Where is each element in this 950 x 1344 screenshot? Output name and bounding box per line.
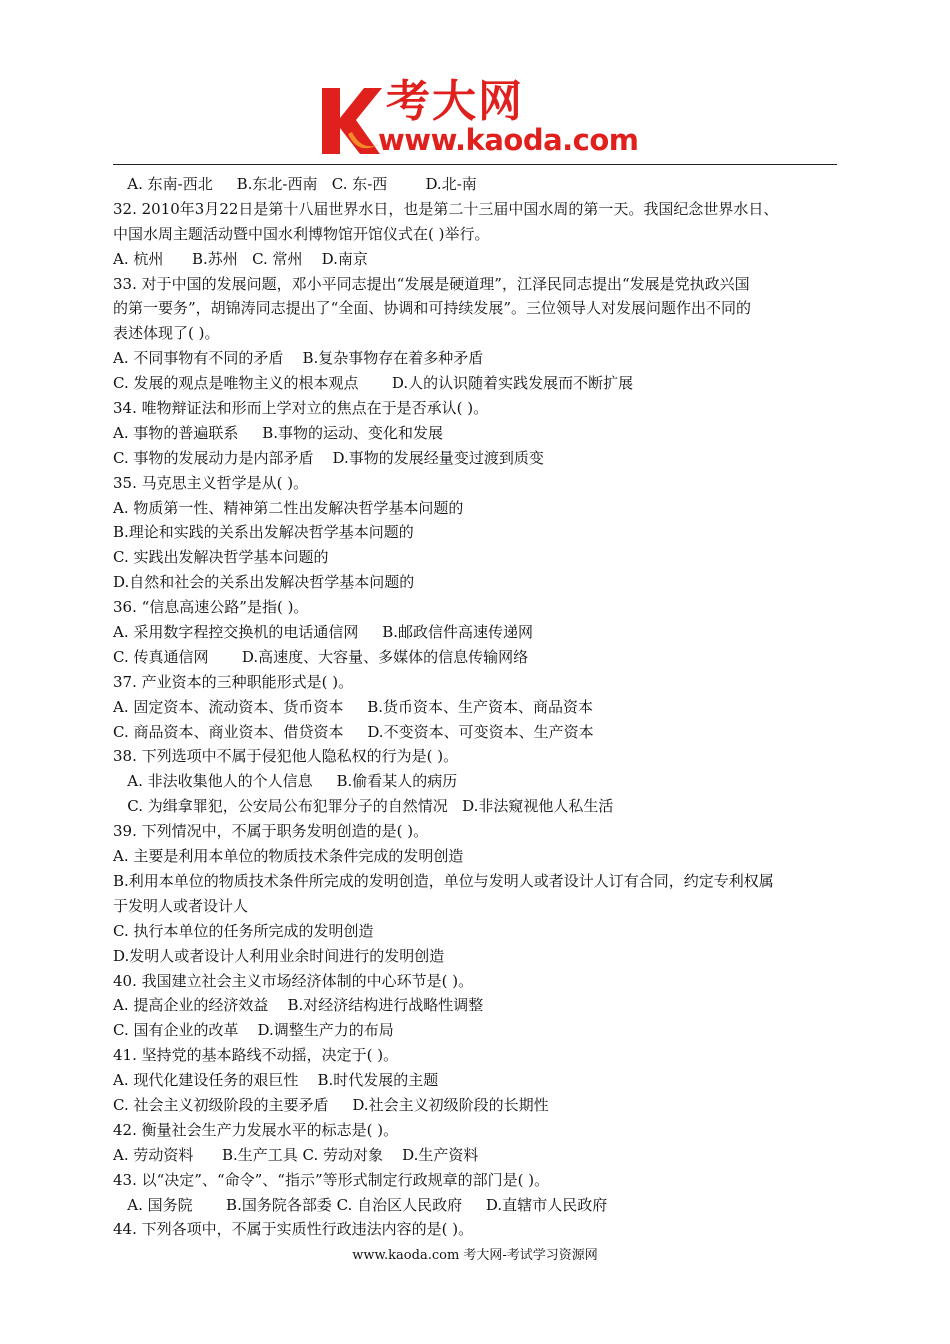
text-line: A. 现代化建设任务的艰巨性 B.时代发展的主题	[113, 1071, 439, 1090]
text-line: 43. 以“决定”、“命令”、“指示”等形式制定行政规章的部门是( )。	[113, 1170, 550, 1189]
text-line: 34. 唯物辩证法和形而上学对立的焦点在于是否承认( )。	[113, 399, 489, 418]
text-line: 35. 马克思主义哲学是从( )。	[113, 473, 309, 492]
text-line: 42. 衡量社会生产力发展水平的标志是( )。	[113, 1120, 399, 1139]
document-body	[113, 172, 853, 1242]
text-line: A. 劳动资料 B.生产工具 C. 劳动对象 D.生产资料	[113, 1145, 479, 1164]
header-divider	[113, 164, 837, 165]
text-line: 40. 我国建立社会主义市场经济体制的中心环节是( )。	[113, 971, 474, 990]
text-line: 的第一要务”，胡锦涛同志提出了“全面、协调和可持续发展”。三位领导人对发展问题作出不同的	[113, 299, 752, 318]
text-line: 39. 下列情况中，不属于职务发明创造的是( )。	[113, 822, 429, 841]
text-line: C. 为缉拿罪犯，公安局公布犯罪分子的自然情况 D.非法窥视他人私生活	[113, 797, 614, 816]
text-line: C. 发展的观点是唯物主义的根本观点 D.人的认识随着实践发展而不断扩展	[113, 374, 634, 393]
logo-chinese-text: 考大网	[386, 76, 524, 127]
text-line: A. 不同事物有不同的矛盾 B.复杂事物存在着多种矛盾	[113, 349, 484, 368]
text-line: A. 东南-西北 B.东北-西南 C. 东-西 D.北-南	[113, 175, 477, 193]
text-line: C. 商品资本、商业资本、借贷资本 D.不变资本、可变资本、生产资本	[113, 722, 594, 741]
k-logo-icon	[318, 82, 384, 158]
text-line: 44. 下列各项中，不属于实质性行政违法内容的是( )。	[113, 1220, 474, 1239]
text-line: A. 采用数字程控交换机的电话通信网 B.邮政信件高速传递网	[113, 623, 534, 642]
text-line: A. 事物的普遍联系 B.事物的运动、变化和发展	[113, 423, 444, 442]
text-line: C. 国有企业的改革 D.调整生产力的布局	[113, 1021, 394, 1040]
text-line: 36. “信息高速公路”是指( )。	[113, 598, 309, 617]
text-line: C. 事物的发展动力是内部矛盾 D.事物的发展经量变过渡到质变	[113, 448, 544, 467]
text-line: A. 固定资本、流动资本、货币资本 B.货币资本、生产资本、商品资本	[113, 697, 594, 716]
text-line: C. 实践出发解决哲学基本问题的	[113, 548, 329, 567]
text-line: D.自然和社会的关系出发解决哲学基本问题的	[113, 573, 415, 592]
text-line: 38. 下列选项中不属于侵犯他人隐私权的行为是( )。	[113, 747, 459, 766]
logo-url-text: www.kaoda.com	[378, 123, 639, 157]
text-line: C. 社会主义初级阶段的主要矛盾 D.社会主义初级阶段的长期性	[113, 1095, 549, 1114]
text-line: 41. 坚持党的基本路线不动摇，决定于( )。	[113, 1046, 399, 1065]
text-line: B.利用本单位的物质技术条件所完成的发明创造，单位与发明人或者设计人订有合同，约定专利权属	[113, 871, 774, 890]
text-line: A. 国务院 B.国务院各部委 C. 自治区人民政府 D.直辖市人民政府	[113, 1195, 608, 1214]
text-line: 33. 对于中国的发展问题，邓小平同志提出“发展是硬道理”，江泽民同志提出“发展是党执政兴国	[113, 274, 750, 293]
text-line: A. 物质第一性、精神第二性出发解决哲学基本问题的	[113, 498, 464, 517]
text-line: 于发明人或者设计人	[113, 896, 249, 915]
text-line: A. 非法收集他人的个人信息 B.偷看某人的病历	[113, 772, 458, 791]
page-footer: www.kaoda.com 考大网-考试学习资源网	[352, 1248, 598, 1263]
text-line: C. 执行本单位的任务所完成的发明创造	[113, 921, 374, 940]
text-line: B.理论和实践的关系出发解决哲学基本问题的	[113, 523, 414, 542]
text-line: D.发明人或者设计人利用业余时间进行的发明创造	[113, 946, 445, 965]
text-line: A. 主要是利用本单位的物质技术条件完成的发明创造	[113, 847, 464, 866]
text-line: 32. 2010年3月22日是第十八届世界水日，也是第二十三届中国水周的第一天。我国纪念世界水日、	[113, 199, 779, 218]
site-logo	[318, 78, 648, 158]
text-line: 中国水周主题活动暨中国水利博物馆开馆仪式在( )举行。	[113, 224, 490, 243]
text-line: 表述体现了( )。	[113, 324, 220, 343]
text-line: A. 提高企业的经济效益 B.对经济结构进行战略性调整	[113, 996, 484, 1015]
text-line: A. 杭州 B.苏州 C. 常州 D.南京	[113, 249, 368, 268]
text-line: 37. 产业资本的三种职能形式是( )。	[113, 672, 354, 691]
text-line: C. 传真通信网 D.高速度、大容量、多媒体的信息传输网络	[113, 647, 529, 666]
